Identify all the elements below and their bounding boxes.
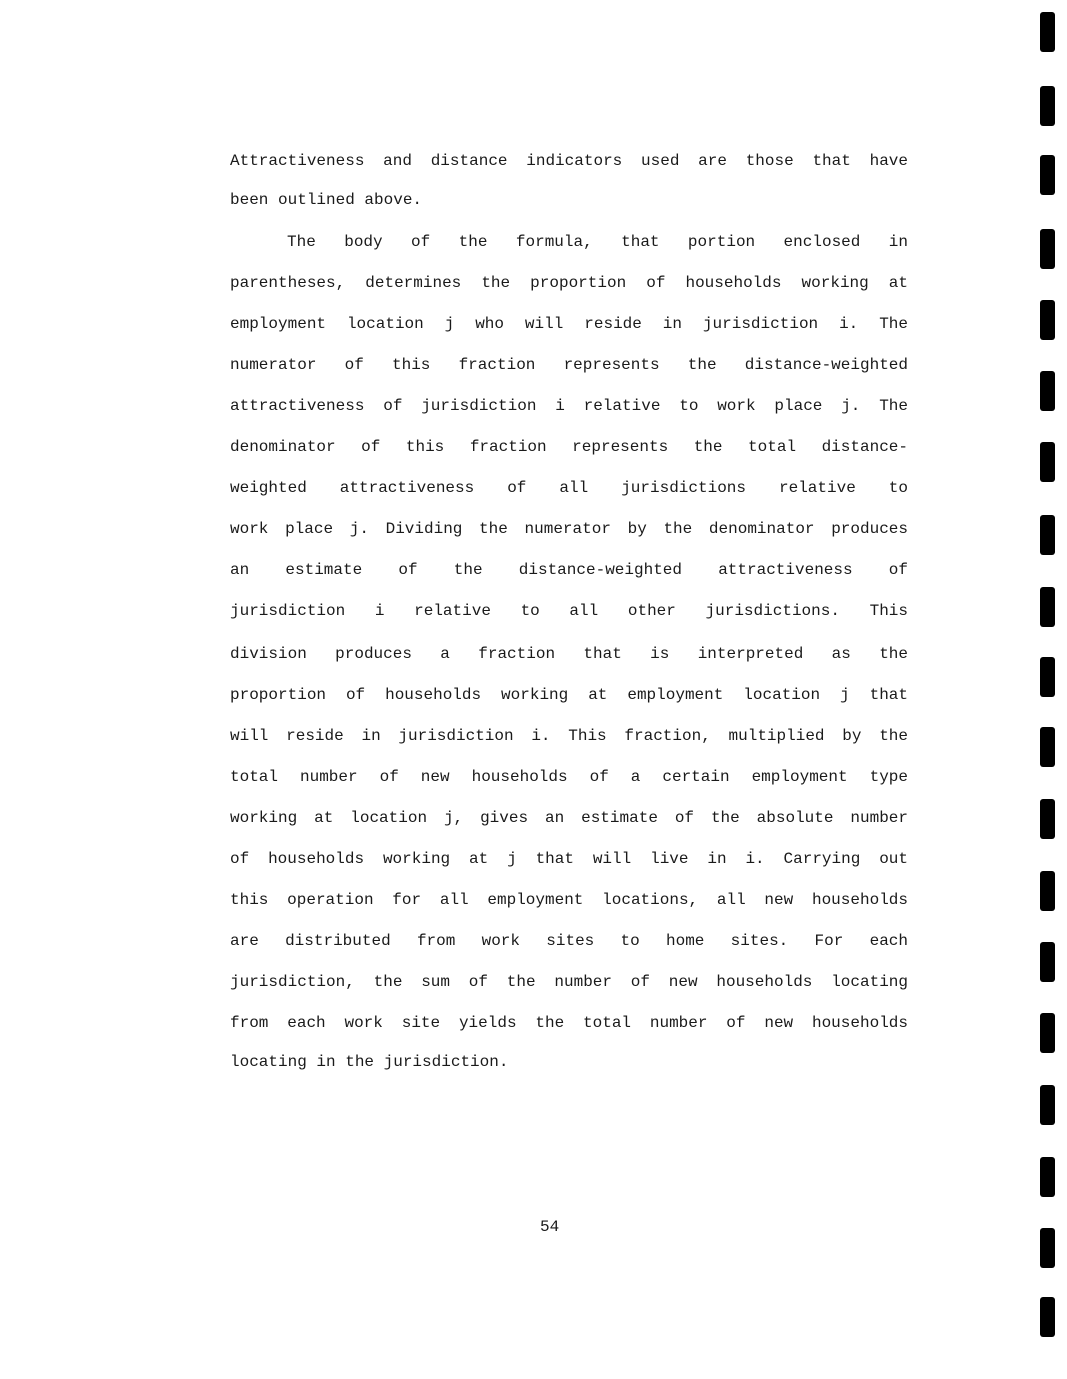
binding-mark [1040,155,1055,195]
binding-mark [1040,727,1055,767]
binding-mark [1040,1157,1055,1197]
binding-mark [1040,229,1055,269]
binding-mark [1040,657,1055,697]
text-line: this operation for all employment locations, all new households [230,891,908,909]
text-line: are distributed from work sites to home sites. For each [230,932,908,950]
text-line: will reside in jurisdiction i. This fraction, multiplied by the [230,727,908,745]
text-line: weighted attractiveness of all jurisdictions relative to [230,479,908,497]
binding-mark [1040,942,1055,982]
text-line: an estimate of the distance-weighted attractiveness of [230,561,908,579]
text-line: proportion of households working at employment location j that [230,686,908,704]
binding-mark [1040,799,1055,839]
binding-mark [1040,1085,1055,1125]
text-line: of households working at j that will live in i. Carrying out [230,850,908,868]
text-line: parentheses, determines the proportion of households working at [230,274,908,292]
text-line: total number of new households of a certain employment type [230,768,908,786]
page-number: 54 [540,1218,560,1236]
binding-mark [1040,871,1055,911]
text-line: working at location j, gives an estimate of the absolute number [230,809,908,827]
binding-mark [1040,442,1055,482]
binding-mark [1040,515,1055,555]
binding-mark [1040,300,1055,340]
text-line: division produces a fraction that is interpreted as the [230,645,908,663]
text-line: employment location j who will reside in jurisdiction i. The [230,315,908,333]
text-line: jurisdiction, the sum of the number of new households locating [230,973,908,991]
text-line: numerator of this fraction represents the distance-weighted [230,356,908,374]
binding-mark [1040,86,1055,126]
binding-mark [1040,1297,1055,1337]
text-line: Attractiveness and distance indicators used are those that have [230,152,908,170]
binding-mark [1040,587,1055,627]
text-line: attractiveness of jurisdiction i relative to work place j. The [230,397,908,415]
text-line: locating in the jurisdiction. [230,1053,509,1071]
binding-mark [1040,1013,1055,1053]
text-line: work place j. Dividing the numerator by the denominator produces [230,520,908,538]
text-line: denominator of this fraction represents the total distance- [230,438,908,456]
text-line: been outlined above. [230,191,423,209]
binding-mark [1040,12,1055,52]
paragraph-first-line: The body of the formula, that portion enclosed in [287,233,908,251]
binding-mark [1040,1228,1055,1268]
binding-mark [1040,371,1055,411]
text-line: from each work site yields the total number of new households [230,1014,908,1032]
text-line: jurisdiction i relative to all other jurisdictions. This [230,602,908,620]
